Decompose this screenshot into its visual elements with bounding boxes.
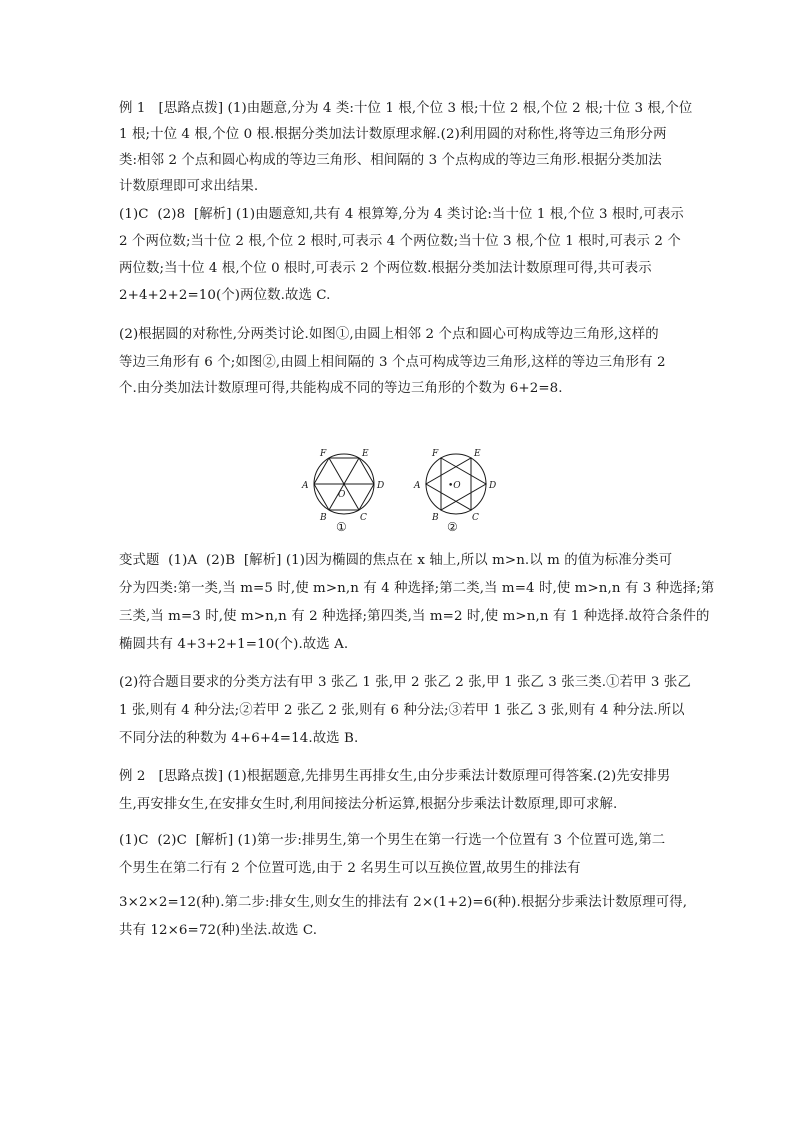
text-line: 分为四类:第一类,当 m=5 时,使 m>n,n 有 4 种选择;第二类,当 m=4 时,使 m>n,n 有 3 种选择;第	[119, 581, 715, 596]
label-F: F	[432, 449, 439, 459]
figure-2-star-diagram	[412, 444, 508, 540]
text-line: 变式题 (1)A (2)B [解析] (1)因为椭圆的焦点在 x 轴上,所以 m>n.以 m 的值为标准分类可	[119, 553, 673, 568]
text-line: 不同分法的种数为 4+6+4=14.故选 B.	[119, 731, 359, 746]
label-O: O	[338, 490, 346, 500]
text-line: 个男生在第二行有 2 个位置可选,由于 2 名男生可以互换位置,故男生的排法有	[119, 861, 581, 876]
text-line: 类:相邻 2 个点和圆心构成的等边三角形、相间隔的 3 个点构成的等边三角形.根据分类加法	[119, 153, 662, 168]
figures	[300, 444, 510, 540]
label-F: F	[320, 449, 327, 459]
label-D: D	[489, 481, 497, 491]
text-line: (1)C (2)8 [解析] (1)由题意知,共有 4 根算筹,分为 4 类讨论:当十位 1 根,个位 3 根时,可表示	[119, 207, 684, 222]
text-line: 等边三角形有 6 个;如图②,由圆上相间隔的 3 个点可构成等边三角形,这样的等边三角形有 2	[119, 355, 666, 370]
text-line: 生,再安排女生,在安排女生时,利用间接法分析运算,根据分步乘法计数原理,即可求解.	[119, 797, 618, 812]
text-line: 椭圆共有 4+3+2+1=10(个).故选 A.	[119, 637, 349, 652]
label-B: B	[320, 513, 327, 523]
text-line: (1)C (2)C [解析] (1)第一步:排男生,第一个男生在第一行选一个位置有 3 个位置可选,第二	[119, 833, 666, 848]
text-line: 三类,当 m=3 时,使 m>n,n 有 2 种选择;第四类,当 m=2 时,使 m>n,n 有 1 种选择.故符合条件的	[119, 609, 710, 624]
text-line: 两位数;当十位 4 根,个位 0 根时,可表示 2 个两位数.根据分类加法计数原理可得,共可表示	[119, 261, 652, 276]
text-line: 2+4+2+2=10(个)两位数.故选 C.	[119, 288, 331, 303]
text-line: 例 1 [思路点拨] (1)由题意,分为 4 类:十位 1 根,个位 3 根;十位 2 根,个位 2 根;十位 3 根,个位	[119, 101, 693, 116]
figure-1-caption: ①	[336, 520, 347, 534]
text-line: (2)根据圆的对称性,分两类讨论.如图①,由圆上相邻 2 个点和圆心可构成等边三角形,这样的	[119, 327, 659, 342]
label-A: A	[414, 481, 421, 491]
figure-2-caption: ②	[447, 520, 458, 534]
text-line: (2)符合题目要求的分类方法有甲 3 张乙 1 张,甲 2 张乙 2 张,甲 1 张乙 3 张三类.①若甲 3 张乙	[119, 675, 691, 690]
label-E: E	[474, 449, 481, 459]
label-A: A	[302, 481, 309, 491]
figure-1-hexagon-diagram	[300, 444, 396, 540]
label-O: •O	[448, 481, 461, 491]
text-line: 1 根;十位 4 根,个位 0 根.根据分类加法计数原理求解.(2)利用圆的对称性,将等边三角形分两	[119, 127, 667, 142]
text-line: 1 张,则有 4 种分法;②若甲 2 张乙 2 张,则有 6 种分法;③若甲 1 张乙 3 张,则有 4 种分法.所以	[119, 703, 685, 718]
label-D: D	[377, 481, 385, 491]
text-line: 个.由分类加法计数原理可得,共能构成不同的等边三角形的个数为 6+2=8.	[119, 381, 563, 396]
label-E: E	[362, 449, 369, 459]
text-line: 计数原理即可求出结果.	[119, 179, 259, 194]
text-line: 3×2×2=12(种).第二步:排女生,则女生的排法有 2×(1+2)=6(种).根据分步乘法计数原理可得,	[119, 895, 688, 910]
text-line: 共有 12×6=72(种)坐法.故选 C.	[119, 923, 318, 938]
label-B: B	[432, 513, 439, 523]
label-C: C	[360, 513, 367, 523]
text-line: 例 2 [思路点拨] (1)根据题意,先排男生再排女生,由分步乘法计数原理可得答案.(2)先安排男	[119, 769, 671, 784]
label-C: C	[472, 513, 479, 523]
text-line: 2 个两位数;当十位 2 根,个位 2 根时,可表示 4 个两位数;当十位 3 根,个位 1 根时,可表示 2 个	[119, 234, 681, 249]
